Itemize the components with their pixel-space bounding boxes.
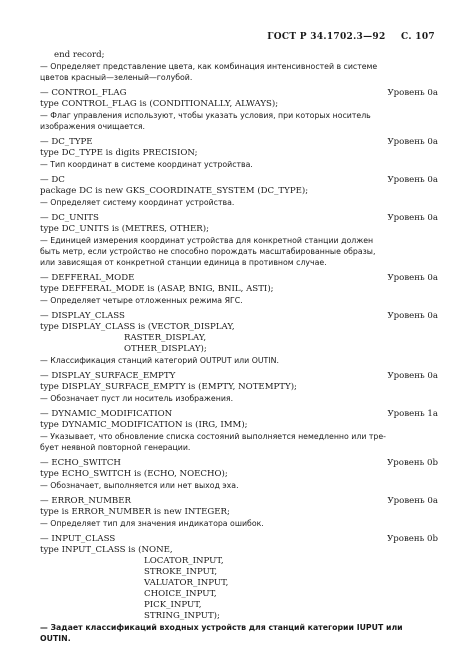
declaration-block — [40, 273, 438, 311]
declaration-heading — [40, 213, 438, 224]
code-line: CHOICE_INPUT, — [144, 589, 217, 599]
type-name: — DYNAMIC_MODIFICATION — [40, 409, 173, 419]
comment-line: — Тип координат в системе координат устройства. — [40, 160, 253, 169]
declaration-block — [40, 496, 438, 534]
declaration-block — [40, 311, 438, 371]
declaration-heading — [40, 273, 438, 284]
code-line: type DYNAMIC_MODIFICATION is (IRG, IMM); — [40, 420, 248, 430]
comment-line: — Обозначает, выполняется или нет выход эха. — [40, 481, 239, 490]
comment-line: — Флаг управления используют, чтобы указать условия, при которых носитель — [40, 111, 371, 120]
document-body — [40, 50, 438, 649]
level-label: Уровень 0a — [387, 273, 438, 283]
declaration-heading — [40, 496, 438, 507]
declaration-block — [40, 371, 438, 409]
comment-line: — Определяет представление цвета, как комбинация интенсивностей в системе — [40, 62, 378, 71]
code-line: type DISPLAY_SURFACE_EMPTY is (EMPTY, NOTEMPTY); — [40, 382, 297, 392]
code-line: VALUATOR_INPUT, — [144, 578, 229, 588]
comment-line: изображения очищается. — [40, 122, 146, 131]
comment-line: бует неявной повторной генерации. — [40, 443, 191, 452]
page-number: С. 107 — [400, 32, 435, 42]
level-label: Уровень 0b — [387, 534, 438, 544]
standard-number: ГОСТ Р 34.1702.3—92 — [267, 32, 386, 42]
comment-line: — Классификация станций категорий OUTPUT или OUTIN. — [40, 356, 279, 365]
declaration-heading — [40, 311, 438, 322]
level-label: Уровень 0a — [387, 311, 438, 321]
code-line: type ECHO_SWITCH is (ECHO, NOECHO); — [40, 469, 228, 479]
code-line: PICK_INPUT, — [144, 600, 202, 610]
level-label: Уровень 0a — [387, 175, 438, 185]
code-line: end record; — [54, 50, 105, 60]
declaration-block — [40, 175, 438, 213]
comment-line: — Определяет тип для значения индикатора ошибок. — [40, 519, 264, 528]
type-name: — DISPLAY_SURFACE_EMPTY — [40, 371, 176, 381]
code-line: type DISPLAY_CLASS is (VECTOR_DISPLAY, — [40, 322, 235, 332]
declaration-heading — [40, 371, 438, 382]
comment-line: — Определяет четыре отложенных режима ЯГС. — [40, 296, 243, 305]
level-label: Уровень 0a — [387, 371, 438, 381]
level-label: Уровень 0a — [387, 88, 438, 98]
code-line: STRING_INPUT); — [144, 611, 220, 621]
declaration-heading — [40, 88, 438, 99]
declaration-heading — [40, 534, 438, 545]
code-line: OTHER_DISPLAY); — [124, 344, 207, 354]
level-label: Уровень 0a — [387, 213, 438, 223]
comment-line: — Обозначает пуст ли носитель изображения. — [40, 394, 234, 403]
type-declarations — [40, 88, 438, 649]
type-name: — DEFFERAL_MODE — [40, 273, 135, 283]
level-label: Уровень 0a — [387, 137, 438, 147]
declaration-block — [40, 137, 438, 175]
code-line: type DC_TYPE is digits PRECISION; — [40, 148, 198, 158]
declaration-heading — [40, 409, 438, 420]
code-line: type DC_UNITS is (METRES, OTHER); — [40, 224, 209, 234]
code-line: type INPUT_CLASS is (NONE, — [40, 545, 173, 555]
code-line: type CONTROL_FLAG is (CONDITIONALLY, ALWAYS); — [40, 99, 279, 109]
code-line: LOCATOR_INPUT, — [144, 556, 224, 566]
code-line: STROKE_INPUT, — [144, 567, 218, 577]
declaration-block — [40, 213, 438, 273]
declaration-block — [40, 458, 438, 496]
code-line: RASTER_DISPLAY, — [124, 333, 207, 343]
comment-line: — Указывает, что обновление списка состояний выполняется немедленно или тре- — [40, 432, 386, 441]
declaration-heading — [40, 175, 438, 186]
page-header — [267, 32, 435, 43]
type-name: — DC_UNITS — [40, 213, 99, 223]
comment-line: — Определяет систему координат устройства. — [40, 198, 235, 207]
comment-line: или зависящая от конкретной станции единица в противном случае. — [40, 258, 327, 267]
type-name: — DISPLAY_CLASS — [40, 311, 125, 321]
declaration-block — [40, 409, 438, 458]
declaration-heading — [40, 137, 438, 148]
comment-line: цветов красный—зеленый—голубой. — [40, 73, 193, 82]
declaration-block — [40, 534, 438, 649]
code-line: package DC is new GKS_COORDINATE_SYSTEM (DC_TYPE); — [40, 186, 309, 196]
level-label: Уровень 0a — [387, 496, 438, 506]
comment-line: — Единицей измерения координат устройства для конкретной станции должен — [40, 236, 374, 245]
level-label: Уровень 1a — [387, 409, 438, 419]
comment-line: OUTIN. — [40, 634, 71, 643]
type-name: — DC — [40, 175, 65, 185]
type-name: — DC_TYPE — [40, 137, 93, 147]
code-line: type is ERROR_NUMBER is new INTEGER; — [40, 507, 230, 517]
declaration-heading — [40, 458, 438, 469]
level-label: Уровень 0b — [387, 458, 438, 468]
type-name: — ECHO_SWITCH — [40, 458, 121, 468]
declaration-block — [40, 88, 438, 137]
comment-line: быть метр, если устройство не способно порождать масштабированные образы, — [40, 247, 376, 256]
code-line: type DEFFERAL_MODE is (ASAP, BNIG, BNIL, ASTI); — [40, 284, 274, 294]
type-name: — INPUT_CLASS — [40, 534, 116, 544]
type-name: — ERROR_NUMBER — [40, 496, 131, 506]
type-name: — CONTROL_FLAG — [40, 88, 127, 98]
comment-line: — Задает классификаций входных устройств для станций категории IUPUT или — [40, 623, 403, 632]
